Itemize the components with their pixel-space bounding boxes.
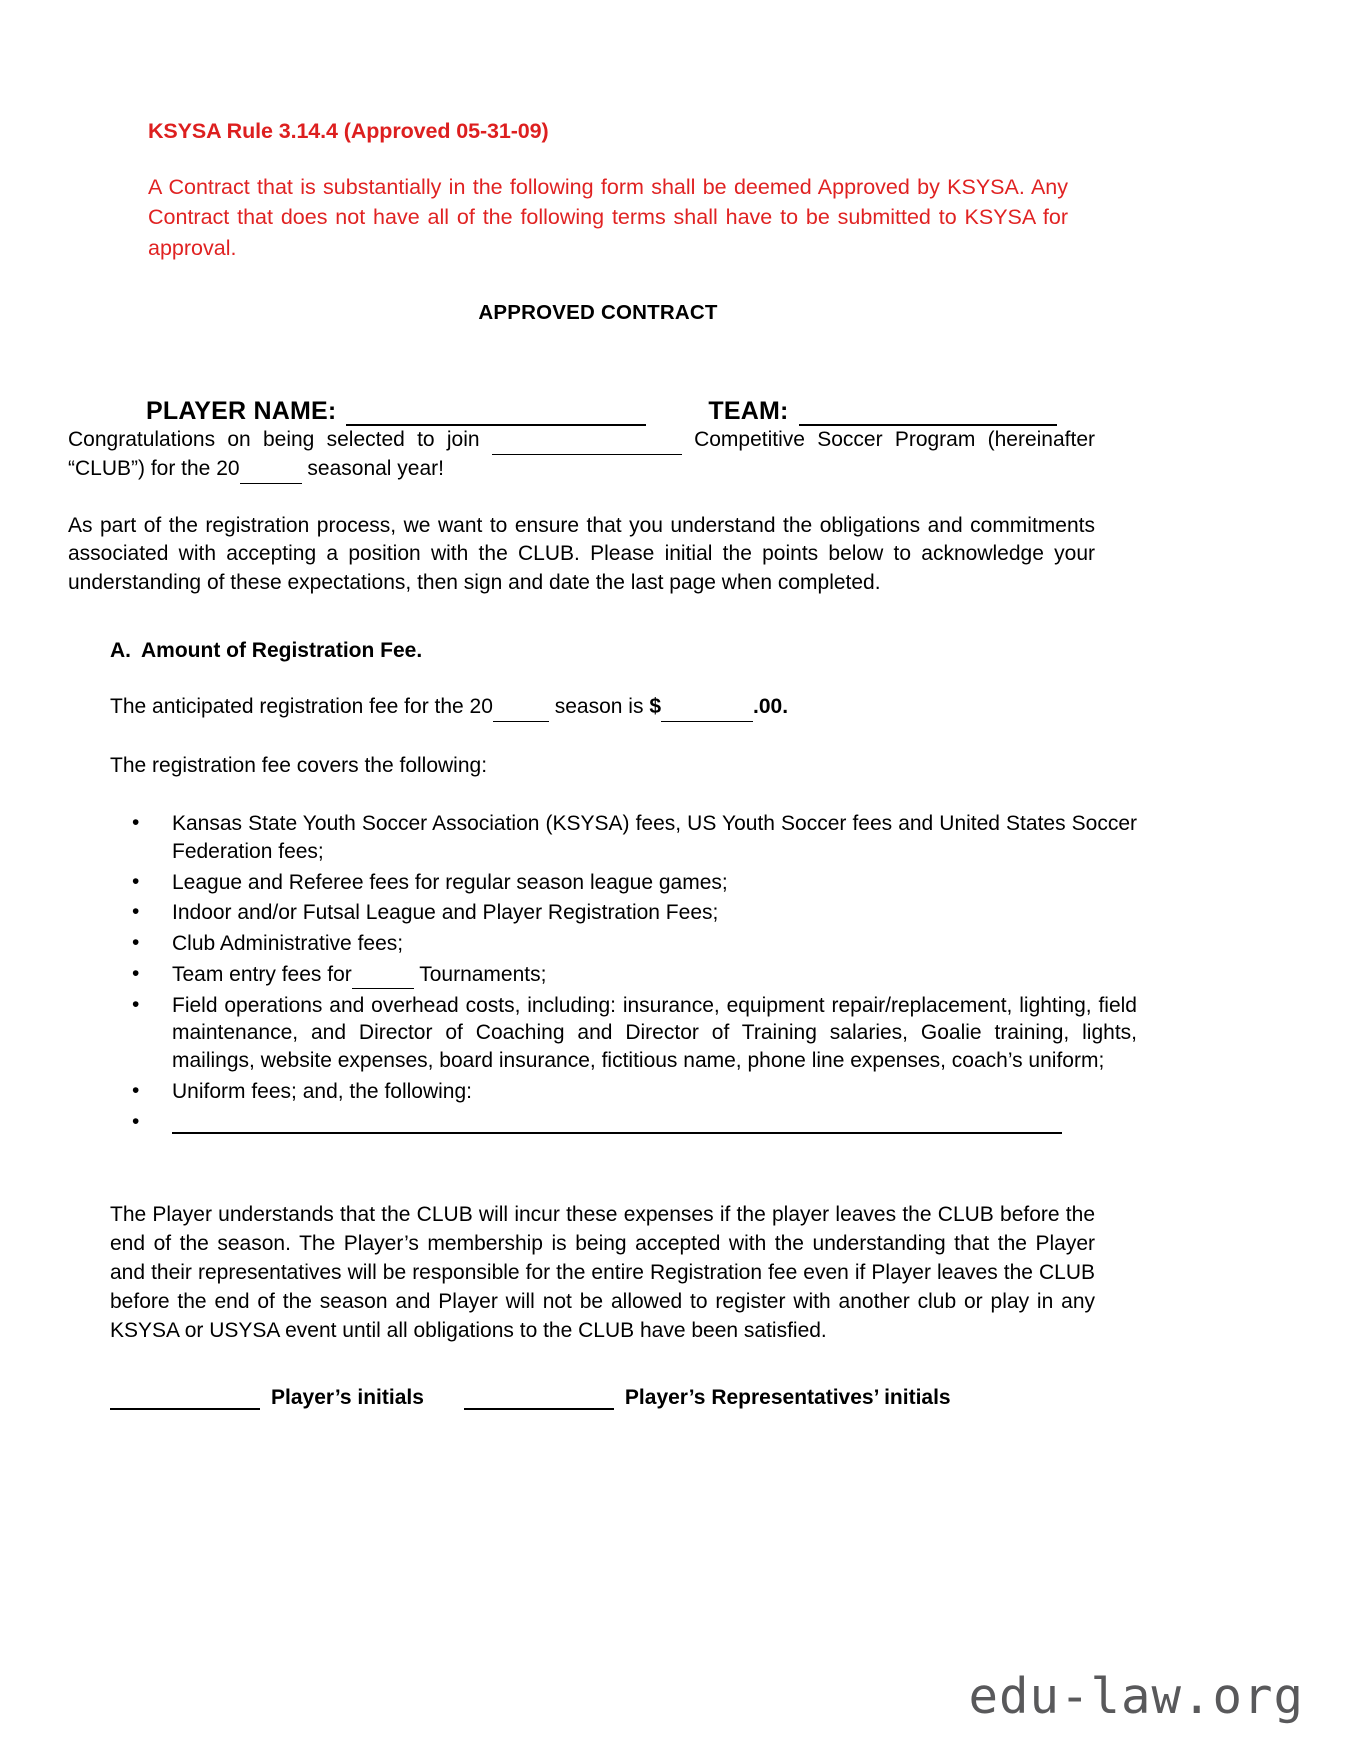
team-label: TEAM:: [708, 397, 789, 426]
list-item: [110, 992, 1137, 1075]
section-a-title: Amount of Registration Fee.: [141, 639, 423, 663]
fee-coverage-list: [68, 810, 1137, 1139]
fee-covers-intro: The registration fee covers the following:: [110, 753, 488, 777]
list-item-text: Club Administrative fees;: [172, 932, 404, 956]
player-understanding-paragraph: The Player understands that the CLUB will incur these expenses if the player leaves the CLUB before the end of the season. The Player’s membership is being accepted with the understanding that the Player and their representatives will be responsible for the entire Registration fee even if Player leaves the CLUB before the end of the season and Player will not be allowed to register with another club or play in any KSYSA or USYSA event until all obligations to the CLUB have been satisfied.: [110, 1202, 1095, 1342]
list-item-text-after: Tournaments;: [419, 962, 547, 986]
fee-line-text-part2: season is: [554, 695, 644, 719]
document-content: [68, 118, 1168, 1410]
fee-amount-input[interactable]: [661, 701, 753, 721]
intro-text-part1: Congratulations on being selected to join: [68, 428, 480, 452]
team-input[interactable]: [799, 401, 1057, 427]
page-title: APPROVED CONTRACT: [478, 301, 718, 325]
ksysa-rule-body: A Contract that is substantially in the following form shall be deemed Approved by KSYSA. Any Contract that does not have all of the following terms shall have to be submitted to KSYSA for approval.: [148, 174, 1068, 260]
list-item: [110, 1078, 1137, 1106]
player-initials-label: Player’s initials: [271, 1385, 424, 1409]
registration-process-paragraph: As part of the registration process, we want to ensure that you understand the obligations and commitments associated with accepting a position with the CLUB. Please initial the points below to acknowledge your understanding of these expectations, then sign and date the last page when completed.: [68, 513, 1095, 594]
intro-text-part3: seasonal year!: [307, 457, 444, 481]
seasonal-year-input[interactable]: [240, 463, 302, 483]
player-name-input[interactable]: [346, 401, 646, 427]
intro-text-part2: Competitive Soccer Program (hereinafter “CLUB”) for the 20: [68, 428, 1095, 481]
list-item-text: Uniform fees; and, the following:: [172, 1079, 472, 1103]
representatives-initials-input[interactable]: [464, 1388, 614, 1410]
list-item-text: Kansas State Youth Soccer Association (KSYSA) fees, US Youth Soccer fees and United States Soccer Federation fees;: [172, 812, 1137, 864]
section-a-heading: [110, 639, 1168, 663]
list-item-text: Indoor and/or Futsal League and Player Registration Fees;: [172, 901, 719, 925]
player-name-label: PLAYER NAME:: [146, 397, 337, 426]
list-item: [110, 899, 1137, 927]
additional-fees-input[interactable]: [172, 1109, 1062, 1134]
intro-paragraph: [68, 426, 1095, 483]
fee-cents-suffix: .00.: [753, 695, 789, 719]
fee-line-text-part1: The anticipated registration fee for the 20: [110, 695, 493, 719]
list-item: [110, 961, 1137, 989]
fee-amount-line: [110, 693, 1095, 722]
list-item-text: Field operations and overhead costs, including: insurance, equipment repair/replacement, lighting, field maintenance, and Director of Coaching and Director of Training salaries, Goalie training, lights, mailings, website expenses, board insurance, fictitious name, phone line expenses, coach’s uniform;: [172, 993, 1137, 1073]
list-item: [110, 1109, 1137, 1139]
player-initials-input[interactable]: [110, 1388, 260, 1410]
edu-law-watermark: edu-law.org: [968, 1668, 1304, 1725]
list-item: [110, 930, 1137, 958]
club-name-input[interactable]: [492, 435, 682, 455]
list-item: [110, 869, 1137, 897]
player-team-field-row: [146, 397, 1168, 426]
list-item: [110, 810, 1137, 865]
ksysa-rule-heading: KSYSA Rule 3.14.4 (Approved 05-31-09): [148, 119, 549, 143]
fee-season-year-input[interactable]: [493, 701, 549, 721]
tournaments-count-input[interactable]: [352, 968, 414, 988]
initials-row: [110, 1386, 1168, 1410]
section-a-letter: A.: [110, 639, 131, 663]
fee-currency-symbol: $: [649, 695, 661, 719]
list-item-text: Team entry fees for: [172, 962, 352, 986]
list-item-text: League and Referee fees for regular season league games;: [172, 870, 728, 894]
representatives-initials-label: Player’s Representatives’ initials: [624, 1385, 951, 1409]
